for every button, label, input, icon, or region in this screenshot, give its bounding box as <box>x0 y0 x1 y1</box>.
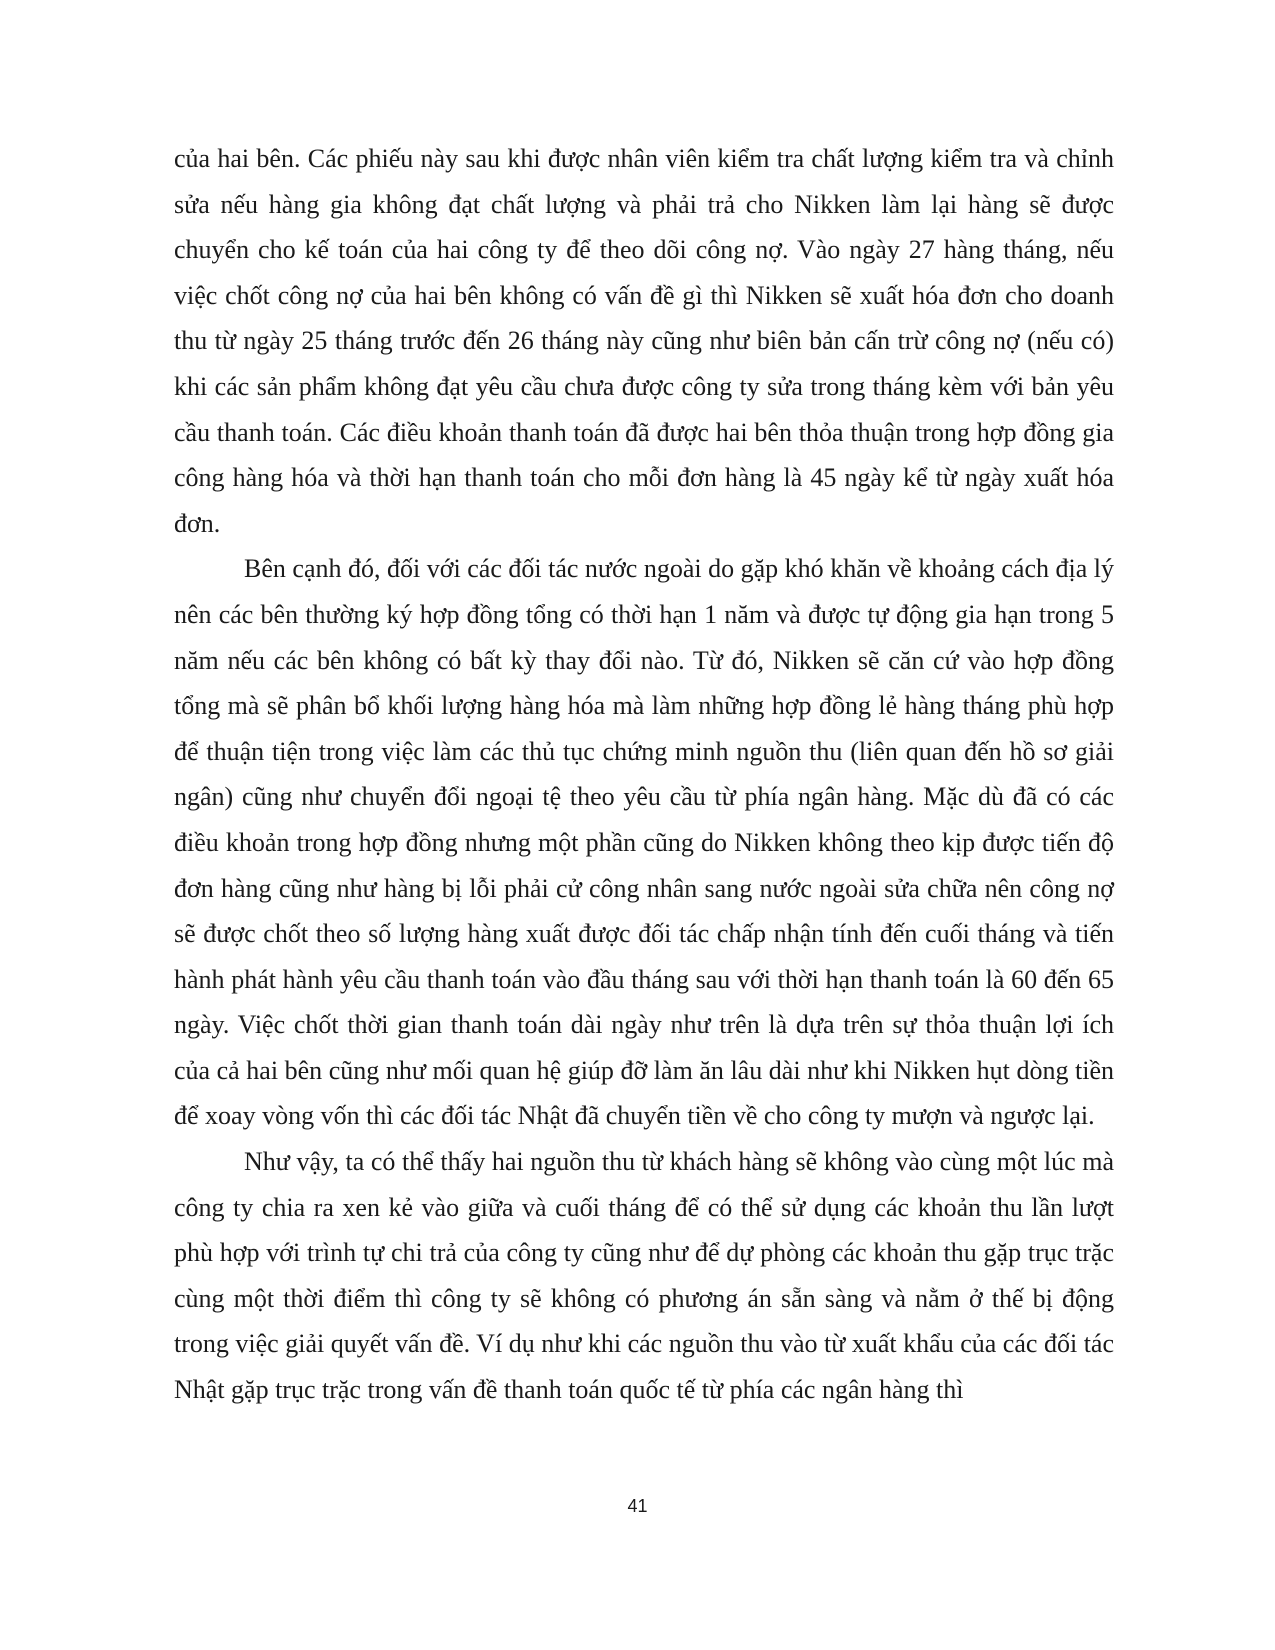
paragraph-2: Bên cạnh đó, đối với các đối tác nước ngoài do gặp khó khăn về khoảng cách địa lý nên các bên thường ký hợp đồng tổng có thời hạn 1 năm và được tự động gia hạn trong 5 năm nếu các bên không có bất kỳ thay đổi nào. Từ đó, Nikken sẽ căn cứ vào hợp đồng tổng mà sẽ phân bổ khối lượng hàng hóa mà làm những hợp đồng lẻ hàng tháng phù hợp để thuận tiện trong việc làm các thủ tục chứng minh nguồn thu (liên quan đến hồ sơ giải ngân) cũng như chuyển đổi ngoại tệ theo yêu cầu từ phía ngân hàng. Mặc dù đã có các điều khoản trong hợp đồng nhưng một phần cũng do Nikken không theo kịp được tiến độ đơn hàng cũng như hàng bị lỗi phải cử công nhân sang nước ngoài sửa chữa nên công nợ sẽ được chốt theo số lượng hàng xuất được đối tác chấp nhận tính đến cuối tháng và tiến hành phát hành yêu cầu thanh toán vào đầu tháng sau với thời hạn thanh toán là 60 đến 65 ngày. Việc chốt thời gian thanh toán dài ngày như trên là dựa trên sự thỏa thuận lợi ích của cả hai bên cũng như mối quan hệ giúp đỡ làm ăn lâu dài như khi Nikken hụt dòng tiền để xoay vòng vốn thì các đối tác Nhật đã chuyển tiền về cho công ty mượn và ngược lại. <box>174 554 1114 1131</box>
page-number: 41 <box>627 1496 648 1516</box>
body-text <box>174 136 1114 1413</box>
paragraph-1: của hai bên. Các phiếu này sau khi được nhân viên kiểm tra chất lượng kiểm tra và chỉnh sửa nếu hàng gia không đạt chất lượng và phải trả cho Nikken làm lại hàng sẽ được chuyển cho kế toán của hai công ty để theo dõi công nợ. Vào ngày 27 hàng tháng, nếu việc chốt công nợ của hai bên không có vấn đề gì thì Nikken sẽ xuất hóa đơn cho doanh thu từ ngày 25 tháng trước đến 26 tháng này cũng như biên bản cấn trừ công nợ (nếu có) khi các sản phẩm không đạt yêu cầu chưa được công ty sửa trong tháng kèm với bản yêu cầu thanh toán. Các điều khoản thanh toán đã được hai bên thỏa thuận trong hợp đồng gia công hàng hóa và thời hạn thanh toán cho mỗi đơn hàng là 45 ngày kể từ ngày xuất hóa đơn. <box>174 144 1114 538</box>
paragraph-3: Như vậy, ta có thể thấy hai nguồn thu từ khách hàng sẽ không vào cùng một lúc mà công ty chia ra xen kẻ vào giữa và cuối tháng để có thể sử dụng các khoản thu lần lượt phù hợp với trình tự chi trả của công ty cũng như để dự phòng các khoản thu gặp trục trặc cùng một thời điểm thì công ty sẽ không có phương án sẵn sàng và nằm ở thế bị động trong việc giải quyết vấn đề. Ví dụ như khi các nguồn thu vào từ xuất khẩu của các đối tác Nhật gặp trục trặc trong vấn đề thanh toán quốc tế từ phía các ngân hàng thì <box>174 1147 1114 1405</box>
